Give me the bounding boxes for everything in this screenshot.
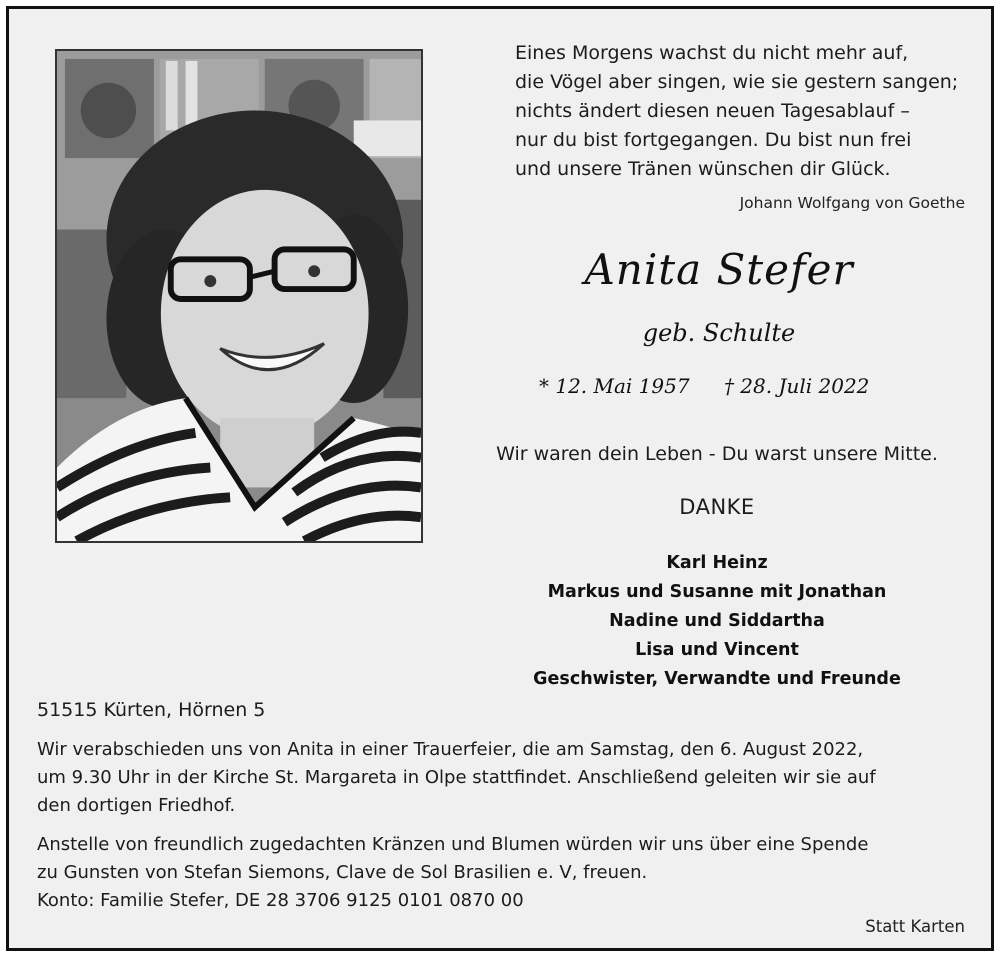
- slogan: Wir waren dein Leben - Du warst unsere Mitte.: [496, 443, 938, 465]
- ceremony-line: den dortigen Friedhof.: [37, 795, 236, 816]
- mourner-line: Nadine und Siddartha: [609, 611, 825, 631]
- ceremony-paragraph: [37, 736, 977, 820]
- thanks-heading: DANKE: [679, 495, 755, 519]
- donation-line: Konto: Familie Stefer, DE 28 3706 9125 0101 0870 00: [37, 890, 524, 911]
- donation-line: Anstelle von freundlich zugedachten Kränzen und Blumen würden wir uns über eine Spende: [37, 834, 869, 855]
- portrait-image: [57, 51, 421, 541]
- mourners-list: [459, 549, 975, 694]
- poem-line: nichts ändert diesen neuen Tagesablauf –: [515, 100, 910, 122]
- mourner-line: Geschwister, Verwandte und Freunde: [533, 669, 901, 689]
- poem-line: Eines Morgens wachst du nicht mehr auf,: [515, 42, 909, 64]
- poem-line: nur du bist fortgegangen. Du bist nun frei: [515, 129, 912, 151]
- mourner-line: Karl Heinz: [666, 553, 768, 573]
- donation-paragraph: [37, 831, 977, 915]
- birth-date: * 12. Mai 1957: [539, 374, 690, 398]
- family-address: 51515 Kürten, Hörnen 5: [37, 699, 266, 721]
- obituary-notice: [6, 6, 994, 951]
- poem-author: Johann Wolfgang von Goethe: [739, 194, 965, 212]
- death-date: † 28. Juli 2022: [723, 374, 870, 398]
- mourner-line: Markus und Susanne mit Jonathan: [547, 582, 887, 602]
- ceremony-line: um 9.30 Uhr in der Kirche St. Margareta in Olpe stattfindet. Anschließend geleiten wir sie auf: [37, 767, 876, 788]
- footer-note: Statt Karten: [865, 917, 965, 936]
- maiden-name: geb. Schulte: [642, 319, 796, 347]
- portrait-photo: [55, 49, 423, 543]
- life-dates: [539, 374, 939, 398]
- poem: [515, 39, 985, 184]
- deceased-name: Anita Stefer: [584, 245, 854, 294]
- donation-line: zu Gunsten von Stefan Siemons, Clave de Sol Brasilien e. V, freuen.: [37, 862, 648, 883]
- mourner-line: Lisa und Vincent: [635, 640, 799, 660]
- poem-line: und unsere Tränen wünschen dir Glück.: [515, 158, 891, 180]
- ceremony-line: Wir verabschieden uns von Anita in einer Trauerfeier, die am Samstag, den 6. August 2022,: [37, 739, 864, 760]
- poem-line: die Vögel aber singen, wie sie gestern sangen;: [515, 71, 959, 93]
